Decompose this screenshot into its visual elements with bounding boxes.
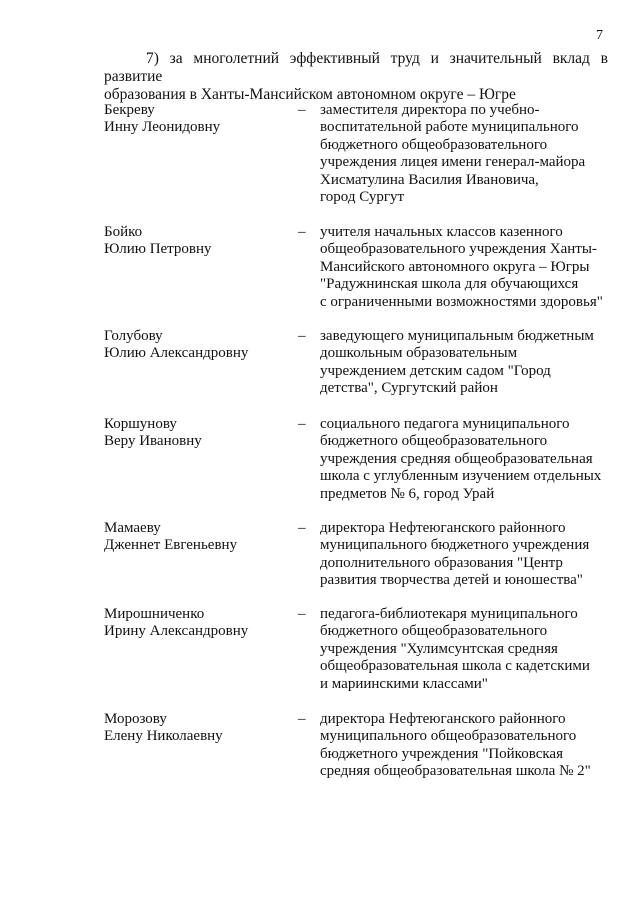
- section-heading: [104, 50, 608, 104]
- recipient-surname: Мамаеву: [104, 520, 161, 536]
- recipient-surname: Коршунову: [104, 416, 177, 432]
- position-line: муниципального общеобразовательного: [320, 728, 577, 745]
- position-line: учреждения "Хулимсунтская средняя: [320, 640, 558, 657]
- recipient-given-names: Дженнет Евгеньевну: [104, 537, 238, 554]
- separator-dash: –: [298, 224, 306, 240]
- recipient-name: [104, 328, 289, 363]
- heading-line-2: образования в Ханты-Мансийском автономном округе – Югре: [104, 86, 516, 103]
- separator-dash: –: [298, 328, 306, 344]
- position-line: общеобразовательная школа с кадетскими: [320, 658, 590, 675]
- recipient-position: [320, 711, 610, 781]
- recipient-name: [104, 711, 289, 746]
- position-line: и мариинскими классами": [320, 675, 488, 692]
- position-line: с ограниченными возможностями здоровья": [320, 293, 603, 310]
- recipient-position: [320, 328, 610, 398]
- recipient-given-names: Юлию Петровну: [104, 241, 212, 258]
- position-line: Мансийского автономного округа – Югры: [320, 258, 590, 275]
- position-line: Хисматулина Василия Ивановича,: [320, 171, 539, 188]
- position-line: город Сургут: [320, 189, 405, 206]
- recipient-given-names: Юлию Александровну: [104, 345, 249, 362]
- recipient-name: [104, 520, 289, 555]
- position-line: учреждения лицея имени генерал-майора: [320, 154, 586, 171]
- recipient-surname: Голубову: [104, 328, 163, 344]
- recipient-surname: Морозову: [104, 711, 167, 727]
- separator-dash: –: [298, 606, 306, 622]
- position-line: общеобразовательного учреждения Ханты-: [320, 241, 597, 258]
- recipient-name: [104, 224, 289, 259]
- separator-dash: –: [298, 711, 306, 727]
- recipient-given-names: Веру Ивановну: [104, 433, 202, 450]
- position-line: "Радужнинская школа для обучающихся: [320, 276, 579, 293]
- recipient-name: [104, 102, 289, 137]
- recipient-given-names: Инну Леонидовну: [104, 119, 221, 136]
- position-line: бюджетного общеобразовательного: [320, 623, 548, 640]
- position-line: заместителя директора по учебно-: [320, 102, 540, 118]
- separator-dash: –: [298, 102, 306, 118]
- recipient-surname: Бойко: [104, 224, 143, 240]
- recipient-position: [320, 520, 610, 590]
- position-line: бюджетного общеобразовательного: [320, 433, 548, 450]
- position-line: детства", Сургутский район: [320, 380, 498, 397]
- position-line: бюджетного учреждения "Пойковская: [320, 745, 563, 762]
- recipient-position: [320, 606, 610, 693]
- position-line: директора Нефтеюганского районного: [320, 711, 566, 727]
- position-line: учреждением детским садом "Город: [320, 362, 551, 379]
- recipient-surname: Бекреву: [104, 102, 155, 118]
- position-line: средняя общеобразовательная школа № 2": [320, 763, 591, 780]
- recipient-surname: Мирошниченко: [104, 606, 205, 622]
- position-line: социального педагога муниципального: [320, 416, 570, 432]
- recipient-given-names: Ирину Александровну: [104, 623, 249, 640]
- recipient-name: [104, 416, 289, 451]
- position-line: воспитательной работе муниципального: [320, 119, 579, 136]
- position-line: бюджетного общеобразовательного: [320, 136, 548, 153]
- position-line: муниципального бюджетного учреждения: [320, 537, 590, 554]
- position-line: школа с углубленным изучением отдельных: [320, 468, 602, 485]
- separator-dash: –: [298, 520, 306, 536]
- position-line: учреждения средняя общеобразовательная: [320, 450, 593, 467]
- recipient-given-names: Елену Николаевну: [104, 728, 223, 745]
- recipient-name: [104, 606, 289, 641]
- recipient-position: [320, 102, 610, 206]
- position-line: педагога-библиотекаря муниципального: [320, 606, 578, 622]
- position-line: развития творчества детей и юношества": [320, 572, 583, 589]
- position-line: заведующего муниципальным бюджетным: [320, 328, 594, 344]
- position-line: дошкольным образовательным: [320, 345, 518, 362]
- heading-line-1: 7) за многолетний эффективный труд и значительный вклад в развитие: [104, 50, 608, 85]
- recipient-position: [320, 416, 610, 503]
- position-line: предметов № 6, город Урай: [320, 485, 495, 502]
- recipient-position: [320, 224, 610, 311]
- position-line: директора Нефтеюганского районного: [320, 520, 566, 536]
- position-line: учителя начальных классов казенного: [320, 224, 563, 240]
- position-line: дополнительного образования "Центр: [320, 554, 563, 571]
- page-number: 7: [596, 28, 603, 43]
- separator-dash: –: [298, 416, 306, 432]
